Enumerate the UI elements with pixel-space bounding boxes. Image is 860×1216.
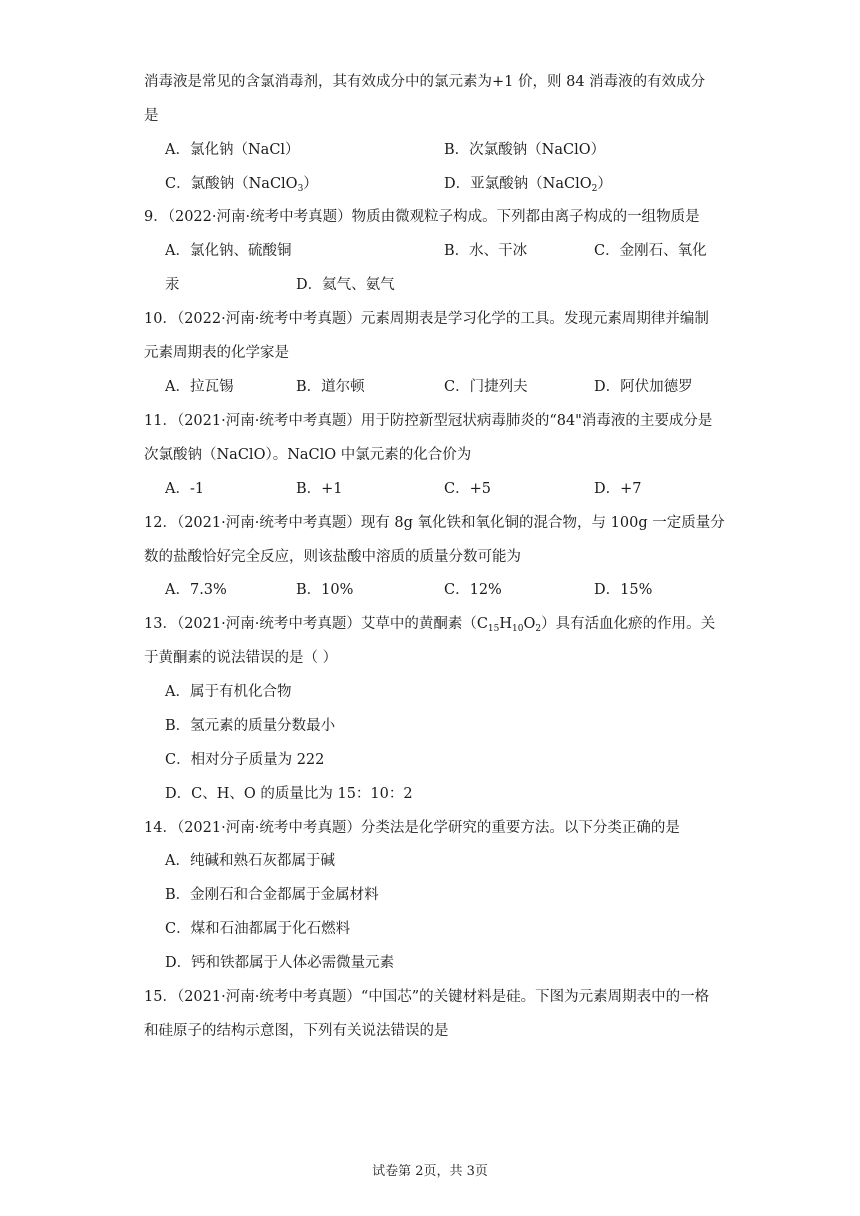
option-text-end: ） xyxy=(303,176,318,192)
option-label: B． xyxy=(444,142,470,158)
question-13-option-a: A．属于有机化合物 xyxy=(165,684,292,700)
question-12-option-d: D．15% xyxy=(594,582,653,598)
question-11-option-c: C．+5 xyxy=(444,481,491,497)
stem-text-end: ）具有活血化瘀的作用。关 xyxy=(541,616,716,632)
question-13-stem-line2: 于黄酮素的说法错误的是（ ） xyxy=(144,650,338,666)
question-9-option-a: A．氯化钠、硫酸铜 xyxy=(165,243,292,259)
option-text-end: ） xyxy=(597,176,612,192)
question-9-option-d: D．氦气、氨气 xyxy=(296,277,395,293)
formula-element: O xyxy=(523,616,536,632)
question-14-option-c: C．煤和石油都属于化石燃料 xyxy=(165,921,351,937)
question-12-option-a: A．7.3% xyxy=(165,582,227,598)
question-9-option-c: C．金刚石、氧化 xyxy=(594,243,707,259)
question-10-option-b: B．道尔顿 xyxy=(296,379,365,395)
option-text: 次氯酸钠（NaClO） xyxy=(469,142,606,158)
question-10-option-a: A．拉瓦锡 xyxy=(165,379,234,395)
question-13-option-d: D．C、H、O 的质量比为 15：10：2 xyxy=(165,786,413,802)
option-text: 氯酸钠（NaClO xyxy=(190,176,298,192)
question-12-stem-line1: 12．（2021·河南·统考中考真题）现有 8g 氧化铁和氧化铜的混合物，与 100g 一定质量分 xyxy=(144,515,725,531)
question-14-option-a: A．纯碱和熟石灰都属于碱 xyxy=(165,853,335,869)
question-11-stem-line2: 次氯酸钠（NaClO）。NaClO 中氯元素的化合价为 xyxy=(144,447,472,463)
question-14-option-d: D．钙和铁都属于人体必需微量元素 xyxy=(165,955,395,971)
question-8-option-c xyxy=(165,174,318,194)
question-14-stem: 14．（2021·河南·统考中考真题）分类法是化学研究的重要方法。以下分类正确的是 xyxy=(144,820,680,836)
option-text: 亚氯酸钠（NaClO xyxy=(470,176,592,192)
question-9-option-c-continued: 汞 xyxy=(165,277,180,293)
subscript: 3 xyxy=(297,184,304,194)
question-8-stem-line1: 消毒液是常见的含氯消毒剂，其有效成分中的氯元素为+1 价，则 84 消毒液的有效成分 xyxy=(144,74,706,90)
question-11-option-b: B．+1 xyxy=(296,481,343,497)
option-label: C． xyxy=(165,176,191,192)
question-12-option-b: B．10% xyxy=(296,582,354,598)
question-11-option-d: D．+7 xyxy=(594,481,642,497)
question-11-stem-line1: 11．（2021·河南·统考中考真题）用于防控新型冠状病毒肺炎的“84"消毒液的主要成分是 xyxy=(144,413,713,429)
question-10-stem-line1: 10．（2022·河南·统考中考真题）元素周期表是学习化学的工具。发现元素周期律并编制 xyxy=(144,311,709,327)
question-8-option-a xyxy=(165,140,300,160)
formula-element: H xyxy=(499,616,513,632)
question-13-option-c: C．相对分子质量为 222 xyxy=(165,752,325,768)
question-8-option-d xyxy=(444,174,612,194)
question-13-option-b: B．氢元素的质量分数最小 xyxy=(165,718,336,734)
question-15-stem-line2: 和硅原子的结构示意图，下列有关说法错误的是 xyxy=(144,1023,449,1039)
option-text: 氯化钠（NaCl） xyxy=(189,142,300,158)
question-8-stem-line2: 是 xyxy=(144,108,159,124)
question-15-stem-line1: 15．（2021·河南·统考中考真题）“中国芯”的关键材料是硅。下图为元素周期表中的一格 xyxy=(144,989,710,1005)
subscript: 15 xyxy=(487,624,500,634)
subscript: 10 xyxy=(512,624,524,634)
option-label: D． xyxy=(444,176,471,192)
question-8-option-b xyxy=(444,140,605,160)
question-13-stem-line1 xyxy=(144,614,715,634)
stem-text: 13．（2021·河南·统考中考真题）艾草中的黄酮素（C xyxy=(144,616,488,632)
question-11-option-a: A．-1 xyxy=(165,481,205,497)
question-9-option-b: B．水、干冰 xyxy=(444,243,528,259)
subscript: 2 xyxy=(535,624,542,634)
question-12-stem-line2: 数的盐酸恰好完全反应，则该盐酸中溶质的质量分数可能为 xyxy=(144,549,521,565)
question-10-option-d: D．阿伏加德罗 xyxy=(594,379,693,395)
option-label: A． xyxy=(165,142,190,158)
question-12-option-c: C．12% xyxy=(444,582,502,598)
subscript: 2 xyxy=(591,184,598,194)
question-14-option-b: B．金刚石和合金都属于金属材料 xyxy=(165,887,379,903)
page-footer: 试卷第 2页，共 3页 xyxy=(372,1164,488,1179)
question-10-stem-line2: 元素周期表的化学家是 xyxy=(144,345,289,361)
question-10-option-c: C．门捷列夫 xyxy=(444,379,528,395)
question-9-stem: 9．（2022·河南·统考中考真题）物质由微观粒子构成。下列都由离子构成的一组物质是 xyxy=(144,209,700,225)
